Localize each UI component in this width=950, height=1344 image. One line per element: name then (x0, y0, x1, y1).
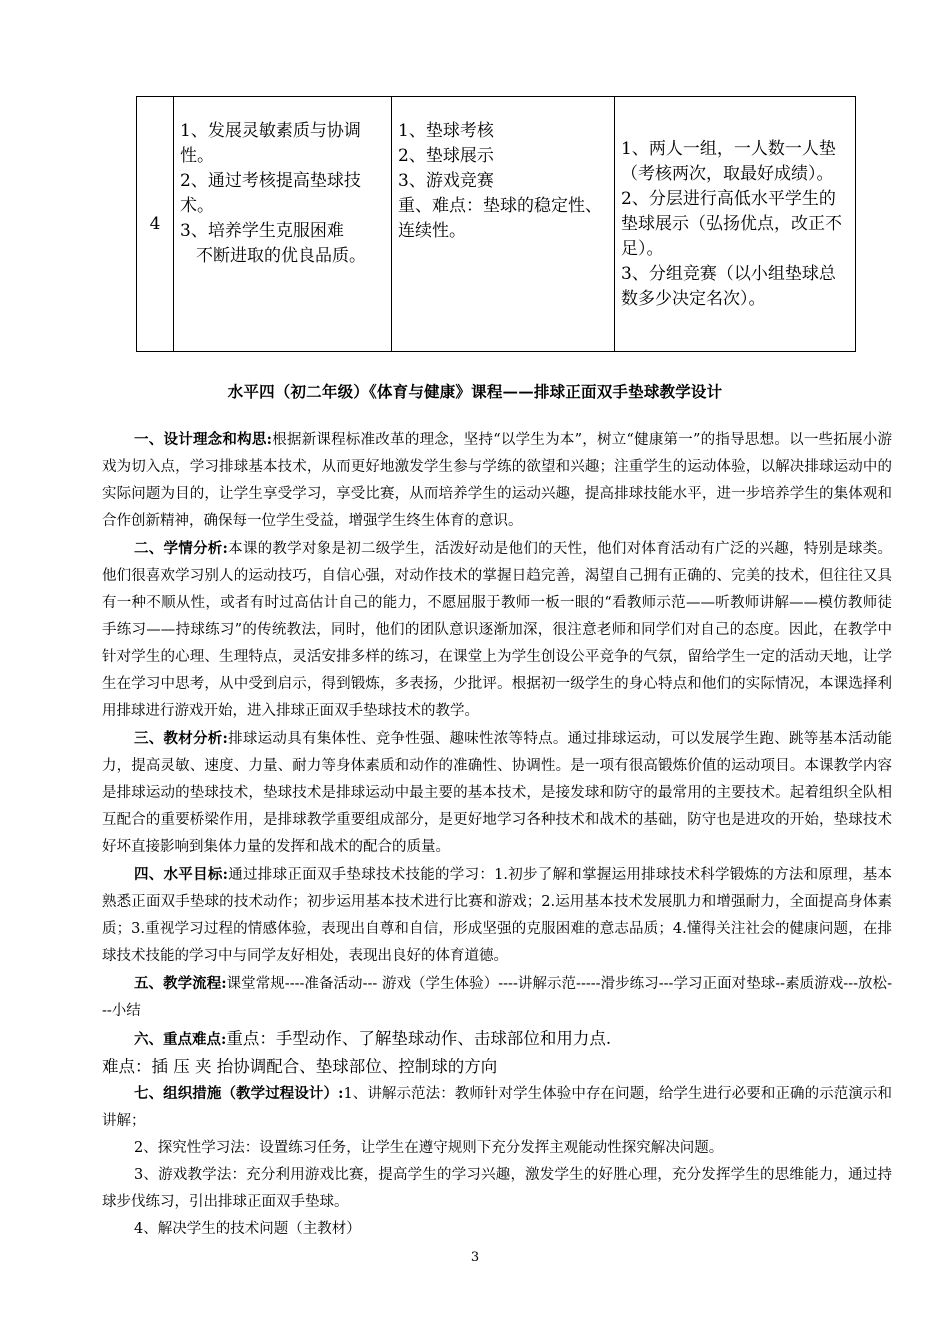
section-3: 三、教材分析:排球运动具有集体性、竞争性强、趣味性浓等特点。通过排球运动，可以发展学生跑、跳等基本活动能力，提高灵敏、速度、力量、耐力等身体素质和动作的准确性、协调性。是一项有很高锻炼价值的运动项目。本课教学内容是排球运动的垫球技术，垫球技术是排球运动中最主要的基本技术，是接发球和防守的最常用的主要技术。起着组织全队相互配合的重要桥梁作用，是排球教学重要组成部分，是更好地学习各种技术和战术的基础，防守也是进攻的开始，垫球技术好坏直接影响到集体力量的发挥和战术的配合的质量。 (102, 730, 892, 855)
goals-cell (174, 97, 392, 352)
page-number: 3 (470, 1250, 480, 1265)
content-line: 3、游戏竞赛 (398, 171, 494, 191)
document-title: 水平四（初二年级）《体育与健康》课程——排球正面双手垫球教学设计 (227, 382, 723, 401)
section-heading: 三、教材分析: (134, 730, 228, 747)
content-line: 重、难点：垫球的稳定性、连续性。 (398, 196, 602, 241)
section-heading: 一、设计理念和构思: (134, 431, 272, 448)
lesson-table (136, 96, 856, 352)
section-7: 七、组织措施（教学过程设计）:1、讲解示范法：教师针对学生体验中存在问题，给学生进行必要和正确的示范演示和讲解； (102, 1085, 892, 1129)
section-heading: 五、教学流程: (134, 975, 227, 992)
goal-line: 2、通过考核提高垫球技术。 (180, 171, 361, 216)
method-line: 2、分层进行高低水平学生的垫球展示（弘扬优点，改正不足）。 (621, 189, 842, 259)
content-line: 1、垫球考核 (398, 121, 494, 141)
goal-line: 1、发展灵敏素质与协调性。 (180, 121, 361, 166)
section-2: 二、学情分析:本课的教学对象是初二级学生，活泼好动是他们的天性，他们对体育活动有广泛的兴趣，特别是球类。他们很喜欢学习别人的运动技巧，自信心强，对动作技术的掌握日趋完善，渴望自己拥有正确的、完美的技术，但往往又具有一种不顺从性，或者有时过高估计自己的能力，不愿屈服于教师一板一眼的“看教师示范——听教师讲解——模仿教师徒手练习——持球练习”的传统教法，同时，他们的团队意识逐渐加深，很注意老师和同学们对自己的态度。因此，在教学中针对学生的心理、生理特点，灵活安排多样的练习，在课堂上为学生创设公平竞争的气氛，留给学生一定的活动天地，让学生在学习中思考，从中受到启示，得到锻炼，多表扬，少批评。根据初一级学生的身心特点和他们的实际情况，本课选择利用排球进行游戏开始，进入排球正面双手垫球技术的教学。 (102, 540, 892, 719)
method-cell (615, 97, 856, 352)
method-line: 3、分组竞赛（以小组垫球总数多少决定名次）。 (621, 264, 836, 309)
section-7-item: 3、游戏教学法：充分利用游戏比赛，提高学生的学习兴趣，激发学生的好胜心理，充分发挥学生的思维能力，通过持球步伐练习，引出排球正面双手垫球。 (102, 1167, 892, 1210)
method-line: 1、两人一组，一人数一人垫（考核两次，取最好成绩）。 (621, 139, 836, 184)
section-heading: 七、组织措施（教学过程设计）: (134, 1085, 344, 1102)
section-heading: 四、水平目标: (134, 866, 228, 883)
content-line: 2、垫球展示 (398, 146, 494, 166)
lesson-number: 4 (137, 97, 174, 352)
section-6: 六、重点难点:重点：手型动作、了解垫球动作、击球部位和用力点. (134, 1029, 612, 1048)
goal-line: 不断进取的优良品质。 (196, 246, 366, 266)
goal-line: 3、培养学生克服困难 (180, 221, 344, 241)
section-1: 一、设计理念和构思:根据新课程标准改革的理念，坚持“以学生为本”，树立“健康第一”的指导思想。以一些拓展小游戏为切入点，学习排球基本技术，从而更好地激发学生参与学练的欲望和兴趣；注重学生的运动体验，以解决排球运动中的实际问题为目的，让学生享受学习，享受比赛，从而培养学生的运动兴趣，提高排球技能水平，进一步培养学生的集体观和合作创新精神，确保每一位学生受益，增强学生终生体育的意识。 (102, 431, 892, 529)
section-6-difficulty: 难点：插 压 夹 抬协调配合、垫球部位、控制球的方向 (102, 1057, 498, 1076)
content-cell (392, 97, 615, 352)
section-4: 四、水平目标:通过排球正面双手垫球技术技能的学习：1.初步了解和掌握运用排球技术科学锻炼的方法和原理，基本熟悉正面双手垫球的技术动作；初步运用基本技术进行比赛和游戏；2.运用基本技术发展肌力和增强耐力，全面提高身体素质；3.重视学习过程的情感体验，表现出自尊和自信，形成坚强的克服困难的意志品质；4.懂得关注社会的健康问题，在排球技术技能的学习中与同学友好相处，表现出良好的体育道德。 (102, 866, 892, 964)
section-heading: 二、学情分析: (134, 540, 228, 557)
table-row (137, 97, 856, 352)
section-7-item: 2、探究性学习法：设置练习任务，让学生在遵守规则下充分发挥主观能动性探究解决问题。 (134, 1140, 724, 1156)
section-5: 五、教学流程:课堂常规----准备活动--- 游戏（学生体验）----讲解示范-----滑步练习---学习正面对垫球--素质游戏---放松---小结 (102, 975, 892, 1019)
section-7-item: 4、解决学生的技术问题（主教材） (134, 1221, 361, 1237)
document-body (102, 426, 892, 1243)
section-heading: 六、重点难点: (134, 1031, 227, 1048)
